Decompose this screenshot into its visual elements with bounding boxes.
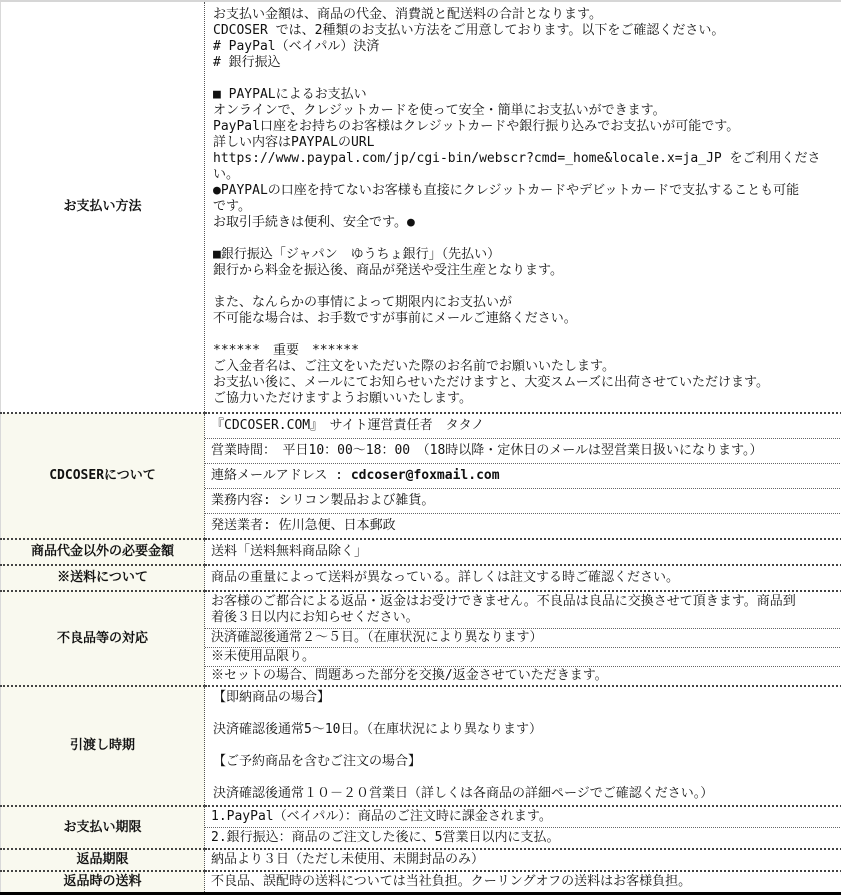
delivery-time-text xyxy=(205,687,841,805)
text-line: 着後３日以内にお知らせください。 xyxy=(211,610,836,626)
paypal-deadline xyxy=(205,807,841,827)
text-line: 不良品、誤配時の送料については当社負担。クーリングオフの送料はお客様負担。 xyxy=(211,874,836,890)
row-content-payment-method xyxy=(205,1,841,413)
row-content-shipping-note xyxy=(205,565,841,591)
row-label-return-deadline: 返品期限 xyxy=(1,849,205,871)
table-row-delivery-time xyxy=(1,686,841,806)
text-line: お支払い後に、メールにてお知らせいただけますと、大変スムーズに出荷させていただけます。 xyxy=(213,375,834,391)
return-deadline-text xyxy=(205,850,841,870)
text-line: ●PAYPALの口座を持てないお客様も直接にクレジットカードやデビットカードで支払することも可能 xyxy=(213,183,834,199)
row-content-delivery-time xyxy=(205,686,841,806)
table-row-defective-items xyxy=(1,591,841,686)
text-line: 詳しい内容はPAYPALのURL xyxy=(213,135,834,151)
text-line: 【即納商品の場合】 xyxy=(213,690,834,706)
text-line: 決済確認後通常5～10日。（在庫状況により異なります） xyxy=(213,722,834,738)
text-line: # PayPal（ベイパル）決済 xyxy=(213,39,834,55)
row-label-payment-deadline: お支払い期限 xyxy=(1,806,205,849)
exchange-time xyxy=(205,628,841,647)
text-line: 【ご予約商品を含むご注文の場合】 xyxy=(213,754,834,770)
text-line: お支払い金額は、商品の代金、消費説と配送料の合計となります。 xyxy=(213,7,834,23)
row-content-about-cdcoser xyxy=(205,413,841,539)
return-policy xyxy=(205,592,841,628)
text-line: 銀行から料金を振込後、商品が発送や受注生産となります。 xyxy=(213,263,834,279)
bank-deadline xyxy=(205,827,841,848)
text-line: 2.銀行振込：商品のご注文した後に、5営業日以内に支払。 xyxy=(211,830,836,846)
shipping-note-text xyxy=(205,566,841,590)
table-row-return-shipping xyxy=(1,871,841,894)
row-label-payment-method: お支払い方法 xyxy=(1,1,205,413)
payment-method-text xyxy=(205,2,841,412)
text-line: また、なんらかの事情によって期限内にお支払いが xyxy=(213,295,834,311)
row-content-return-shipping xyxy=(205,871,841,894)
text-line: です。 xyxy=(213,199,834,215)
shipping-carrier xyxy=(205,513,841,538)
table-body xyxy=(1,1,841,894)
text-line: ご協力いただけますようお願いいたします。 xyxy=(213,391,834,407)
return-shipping-text xyxy=(205,872,841,892)
text-line xyxy=(213,71,834,87)
text-line xyxy=(213,279,834,295)
unused-only-note xyxy=(205,647,841,666)
table-row-payment-method xyxy=(1,1,841,413)
row-label-defective-items: 不良品等の対応 xyxy=(1,591,205,686)
text-line xyxy=(213,770,834,786)
row-content-payment-deadline xyxy=(205,806,841,849)
text-line: 発送業者: 佐川急便、日本郵政 xyxy=(211,518,836,534)
text-line: ****** 重要 ****** xyxy=(213,343,834,359)
email-address: cdcoser@foxmail.com xyxy=(351,468,500,483)
text-line: お取引手続きは便利、安全です。● xyxy=(213,215,834,231)
text-line xyxy=(213,738,834,754)
row-label-return-shipping: 返品時の送料 xyxy=(1,871,205,894)
text-line: 業務内容: シリコン製品および雑貨。 xyxy=(211,493,836,509)
text-line: 決済確認後通常２～５日。（在庫状況により異なります） xyxy=(211,630,836,646)
row-label-about-cdcoser: CDCOSERについて xyxy=(1,413,205,539)
row-label-shipping-note: ※送料について xyxy=(1,565,205,591)
row-label-delivery-time: 引渡し時期 xyxy=(1,686,205,806)
text-line: PayPal口座をお持ちのお客様はクレジットカードや銀行振り込みでお支払いが可能です。 xyxy=(213,119,834,135)
text-line xyxy=(213,231,834,247)
extra-fees-text xyxy=(205,540,841,564)
table-row-extra-fees xyxy=(1,539,841,565)
text-line: 決済確認後通常１０－２０営業日（詳しくは各商品の詳細ページでご確認ください。） xyxy=(213,786,834,802)
row-content-defective-items xyxy=(205,591,841,686)
text-line: 1.PayPal（ベイパル）：商品のご注文時に課金されます。 xyxy=(211,809,836,825)
text-line: ※未使用品限り。 xyxy=(211,649,836,665)
set-note xyxy=(205,666,841,685)
text-line: ■ PAYPALによるお支払い xyxy=(213,87,834,103)
contact-email xyxy=(205,463,841,488)
table-row-about-cdcoser xyxy=(1,413,841,539)
text-line xyxy=(211,468,836,484)
row-content-extra-fees xyxy=(205,539,841,565)
text-line: 送料「送料無料商品除く」 xyxy=(211,544,836,560)
text-line: ご入金者名は、ご注文をいただいた際のお名前でお願いいたします。 xyxy=(213,359,834,375)
text-line: お客様のご都合による返品・返金はお受けできません。不良品は良品に交換させて頂きます。商品到 xyxy=(211,594,836,610)
business-hours xyxy=(205,438,841,463)
text-line: 営業時間： 平日10：00～18：00 （18時以降・定休日のメールは翌営業日扱いになります。） xyxy=(211,443,836,459)
text-line: 商品の重量によって送料が異なっている。詳しくは註文する時ご確認ください。 xyxy=(211,570,836,586)
text-segment: 連絡メールアドレス : xyxy=(211,468,351,483)
text-line: 『CDCOSER.COM』 サイト運営責任者 タタノ xyxy=(211,418,836,434)
business-content xyxy=(205,488,841,513)
text-line xyxy=(213,706,834,722)
table-row-payment-deadline xyxy=(1,806,841,849)
text-line: 不可能な場合は、お手数ですが事前にメールご連絡ください。 xyxy=(213,311,834,327)
text-line: https://www.paypal.com/jp/cgi-bin/webscr?cmd=_home&locale.x=ja_JP をご利用ください。 xyxy=(213,151,834,183)
text-line: ■銀行振込「ジャパン ゆうちょ銀行」（先払い） xyxy=(213,247,834,263)
text-line: # 銀行振込 xyxy=(213,55,834,71)
site-manager xyxy=(205,414,841,438)
table-row-shipping-note xyxy=(1,565,841,591)
text-line: 納品より３日（ただし未使用、未開封品のみ） xyxy=(211,852,836,868)
text-line: オンラインで、クレジットカードを使って安全・簡単にお支払いができます。 xyxy=(213,103,834,119)
text-line: ※セットの場合、問題あった部分を交換/返金させていただきます。 xyxy=(211,668,836,684)
text-line xyxy=(213,327,834,343)
row-label-extra-fees: 商品代金以外の必要金額 xyxy=(1,539,205,565)
text-line: CDCOSER では、2種類のお支払い方法をご用意しております。以下をご確認ください。 xyxy=(213,23,834,39)
